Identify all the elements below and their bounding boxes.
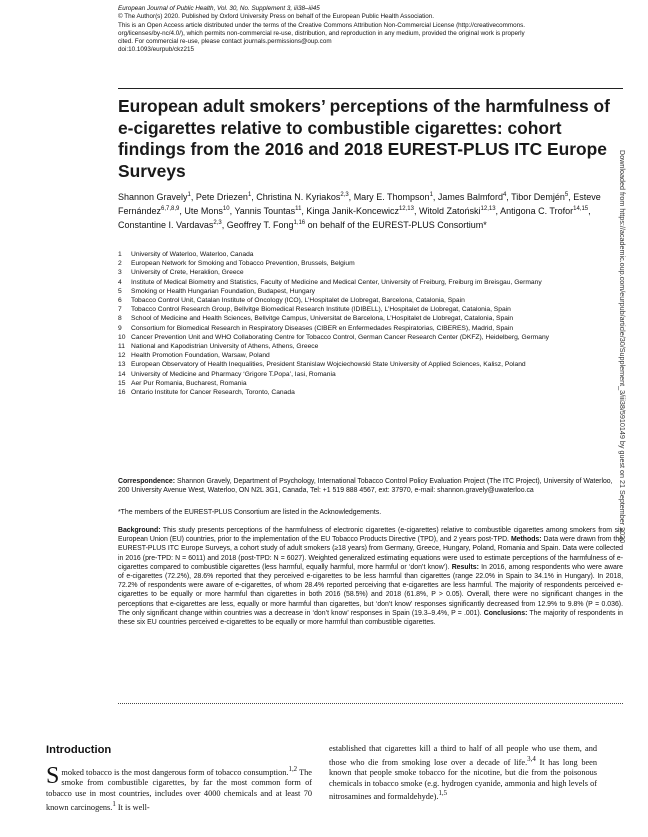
- affiliation-number: 3: [118, 269, 122, 277]
- author-name: Tibor Demjén: [511, 192, 565, 202]
- correspondence: [118, 477, 623, 495]
- abstract: [118, 526, 623, 627]
- author-affiliation-ref: 1: [247, 192, 252, 198]
- journal-header: [118, 5, 618, 55]
- author-separator: ,: [190, 192, 196, 202]
- author-separator: on behalf of the EUREST-PLUS Consortium*: [305, 220, 487, 230]
- author-name: Esteve Fernández: [118, 192, 601, 216]
- affiliation-text: University of Crete, Heraklion, Greece: [131, 269, 244, 277]
- header-divider: [118, 88, 623, 89]
- affiliation-text: Ontario Institute for Cancer Research, Toronto, Canada: [131, 389, 295, 397]
- license-line: This is an Open Access article distributed under the terms of the Creative Commons Attribution Non-Commercial License (http://creativecommons.: [118, 21, 526, 29]
- affiliation-number: 7: [118, 306, 122, 314]
- license-line: cited. For commercial re-use, please contact journals.permissions@oup.com: [118, 38, 332, 46]
- drop-cap: S: [46, 763, 60, 789]
- affiliation-item: [118, 305, 623, 314]
- intro-text: It has long been known that people smoke tobacco for the nicotine, but die from the poisonous chemicals in tobacco smoke (e.g. hydrogen cyanide, ammonia and high levels of nitrosamines and formaldehyde).: [329, 757, 597, 801]
- intro-column-left: [46, 765, 312, 813]
- abstract-background-label: Background:: [118, 527, 161, 534]
- author-separator: ,: [506, 192, 512, 202]
- author-separator: ,: [588, 206, 591, 216]
- affiliation-item: [118, 342, 623, 351]
- journal-citation: European Journal of Public Health, Vol. 30, No. Supplement 3, iii38–iii45: [118, 5, 320, 12]
- affiliation-number: 12: [118, 352, 126, 360]
- abstract-methods: Data were drawn from the EUREST-PLUS ITC Europe Surveys, a cohort study of adult smokers (≥18 years) from Germany, Greece, Hungary, Poland, Romania and Spain. Data were collected in 2016 (pre-TPD: N = 6011) and 2018 (post-TPD: N = 6027). Weighted generalized estimating equations were used to estimate perceptions of the harmfulness of e-cigarettes compared to combustible cigarettes (less harmful, equally harmful, more harmful or ‘don’t know’).: [118, 536, 623, 571]
- abstract-divider: [118, 703, 623, 704]
- affiliation-item: [118, 296, 623, 305]
- affiliation-item: [118, 250, 623, 259]
- author-affiliation-ref: 5: [564, 192, 569, 198]
- affiliation-number: 11: [118, 343, 125, 351]
- affiliation-text: Health Promotion Foundation, Warsaw, Poland: [131, 352, 270, 360]
- affiliation-number: 6: [118, 297, 122, 305]
- affiliation-text: Smoking or Health Hungarian Foundation, Budapest, Hungary: [131, 287, 316, 295]
- author-affiliation-ref: 12,13: [398, 206, 414, 212]
- author-name: Pete Driezen: [195, 192, 248, 202]
- author-affiliation-ref: 12,13: [480, 206, 496, 212]
- author-separator: ,: [432, 192, 438, 202]
- affiliation-number: 15: [118, 379, 126, 387]
- affiliation-number: 8: [118, 315, 122, 323]
- author-name: Christina N. Kyriakos: [256, 192, 341, 202]
- citation-ref[interactable]: 1: [112, 800, 116, 808]
- author-separator: ,: [179, 206, 185, 216]
- affiliation-text: University of Waterloo, Waterloo, Canada: [131, 251, 254, 258]
- affiliation-text: Consortium for Biomedical Research in Respiratory Diseases (CIBER en Enfermedades Respiratorias, CIBERES), Madrid, Spain: [131, 324, 514, 332]
- affiliation-text: Institute of Medical Biometry and Statistics, Faculty of Medicine and Medical Center, University of Freiburg, Freiburg im Breisgau, Germany: [131, 278, 542, 286]
- author-name: Ute Mons: [184, 206, 223, 216]
- author-affiliation-ref: 14,15: [573, 206, 589, 212]
- affiliation-item: [118, 370, 623, 379]
- author-affiliation-ref: 2,3: [340, 192, 349, 198]
- affiliation-number: 5: [118, 287, 122, 295]
- abstract-background: This study presents perceptions of the harmfulness of electronic cigarettes (e-cigarettes) relative to combustible cigarettes among smokers from six European Union (EU) countries, prior to the implementation of the EU Tobacco Products Directive (TPD), and 2 years post-TPD.: [118, 527, 623, 544]
- author-separator: ,: [568, 192, 574, 202]
- correspondence-text: Shannon Gravely, Department of Psychology, International Tobacco Control Policy Evaluation Project (The ITC Project), University of Waterloo, 200 University Avenue West, Waterloo, ON N2L 3G1, Canada, Tel: +1 519 888 4567, ext: 37970, e-mail: shannon.gravely@uwaterloo.ca: [118, 478, 613, 495]
- affiliation-text: University of Medicine and Pharmacy ‘Grigore T.Popa’, Iasi, Romania: [131, 370, 336, 378]
- affiliation-item: [118, 379, 623, 388]
- author-name: Antigona C. Trofor: [500, 206, 574, 216]
- intro-text: It is well-: [115, 802, 150, 812]
- affiliation-item: [118, 388, 623, 397]
- affiliation-number: 16: [118, 389, 126, 397]
- affiliation-text: Tobacco Control Unit, Catalan Institute of Oncology (ICO), L’Hospitalet de Llobregat, Barcelona, Catalonia, Spain: [131, 297, 465, 305]
- citation-ref[interactable]: 1,5: [438, 790, 448, 798]
- author-name: Geoffrey T. Fong: [226, 220, 294, 230]
- author-separator: ,: [301, 206, 307, 216]
- author-separator: ,: [221, 220, 227, 230]
- affiliation-text: European Network for Smoking and Tobacco Prevention, Brussels, Belgium: [131, 260, 355, 268]
- author-affiliation-ref: 11: [295, 206, 302, 212]
- author-affiliation-ref: 10: [222, 206, 230, 212]
- doi-line: doi:10.1093/eurpub/ckz215: [118, 46, 194, 54]
- affiliation-text: School of Medicine and Health Sciences, Bellvitge Campus, Universitat de Barcelona, L’Hospitalet de Llobregat, Catalonia, Spain: [131, 315, 514, 323]
- affiliation-number: 4: [118, 278, 122, 286]
- download-watermark: [618, 150, 638, 770]
- abstract-results: In 2016, among respondents who were aware of e-cigarettes (72.2%), 28.6% reported that they perceived e-cigarettes to be less harmful than cigarettes (range 22.0% in Spain to 34.1% in Hungary). In 2018, 72.2% of respondents were aware of e-cigarettes, of whom 28.4% reported perceiving that e-cigarettes are less harmful. The majority of respondents perceived e-cigarettes to be equally or more harmful than cigarettes in both 2016 (58.5%) and 2018 (61.8%, P > 0.05). Overall, there were no significant changes in the perceptions that e-cigarettes are less, equally or more harmful than cigarettes, but ‘don’t know’ responses significantly decreased from 12.9% to 9.8% (P = 0.036). The only significant change within countries was a decrease in ‘don’t know’ responses in Spain (19.3–9.4%, P = .001).: [118, 563, 623, 617]
- author-affiliation-ref: 1: [429, 192, 433, 198]
- affiliation-item: [118, 314, 623, 323]
- affiliation-item: [118, 259, 623, 268]
- author-name: James Balmford: [437, 192, 503, 202]
- author-affiliation-ref: 1,16: [293, 220, 306, 226]
- abstract-conclusions: The majority of respondents in these six EU countries perceived e-cigarettes to be equally or more harmful than combustible cigarettes.: [118, 609, 623, 627]
- author-separator: ,: [229, 206, 235, 216]
- affiliation-item: [118, 324, 623, 333]
- author-list: [118, 189, 618, 231]
- abstract-methods-label: Methods:: [510, 536, 542, 544]
- affiliation-item: [118, 333, 623, 342]
- affiliation-item: [118, 268, 623, 277]
- affiliation-number: 2: [118, 260, 122, 268]
- affiliation-number: 1: [118, 251, 122, 258]
- consortium-note: *The members of the EUREST-PLUS Consortium are listed in the Acknowledgements.: [118, 509, 382, 516]
- copyright-line: © The Author(s) 2020. Published by Oxford University Press on behalf of the European Public Health Association.: [118, 13, 435, 21]
- affiliation-item: [118, 287, 623, 296]
- affiliation-number: 9: [118, 324, 122, 332]
- author-separator: ,: [413, 206, 419, 216]
- affiliation-item: [118, 351, 623, 360]
- intro-text: established that cigarettes kill a third to half of all people who use them, and those who die from smoking lose over a decade of life.: [329, 744, 597, 767]
- correspondence-label: Correspondence:: [118, 478, 176, 485]
- license-line: org/licenses/by-nc/4.0/), which permits non-commercial re-use, distribution, and reproduction in any medium, provided the original work is properly: [118, 29, 525, 37]
- author-affiliation-ref: 4: [502, 192, 507, 198]
- author-separator: ,: [251, 192, 257, 202]
- author-name: Constantine I. Vardavas: [118, 220, 214, 230]
- affiliation-item: [118, 278, 623, 287]
- affiliation-text: Cancer Prevention Unit and WHO Collaborating Centre for Tobacco Control, German Cancer Research Center (DKFZ), Heidelberg, Germany: [131, 333, 550, 341]
- author-name: Yannis Tountas: [234, 206, 296, 216]
- intro-column-right: [329, 744, 597, 803]
- affiliation-list: [118, 250, 623, 397]
- author-affiliation-ref: 2,3: [213, 220, 222, 226]
- author-name: Kinga Janik-Koncewicz: [306, 206, 399, 216]
- affiliation-text: European Observatory of Health Inequalities, President Stanislaw Wojciechowski State University of Applied Sciences, Kalisz, Poland: [131, 361, 526, 369]
- citation-ref[interactable]: 1,2: [288, 766, 298, 773]
- intro-text: The smoke from combustible cigarettes, by far the most common form of tobacco use in most countries, includes over 4000 chemicals and at least 70 known carcinogens.: [46, 767, 312, 812]
- author-name: Shannon Gravely: [118, 192, 188, 202]
- affiliation-number: 14: [118, 370, 126, 378]
- author-separator: ,: [348, 192, 354, 202]
- author-separator: ,: [495, 206, 501, 216]
- affiliation-text: Tobacco Control Research Group, Bellvitge Biomedical Research Institute (IDIBELL), L’Hospitalet de Llobregat, Catalonia, Spain: [131, 306, 511, 314]
- intro-text: moked tobacco is the most dangerous form of tobacco consumption.: [61, 767, 289, 777]
- article-title: European adult smokers’ perceptions of the harmfulness of e-cigarettes relative to combustible cigarettes: cohort findings from the 2016 and 2018 EUREST-PLUS ITC Europe Surveys: [118, 96, 610, 181]
- affiliation-item: [118, 360, 623, 369]
- section-heading-introduction: Introduction: [46, 744, 112, 756]
- abstract-conclusions-label: Conclusions:: [483, 609, 528, 617]
- download-notice: Downloaded from https://academic.oup.com/eurpub/article/30/Supplement_3/iii38/5910149 by guest on 21 September 2020: [618, 150, 627, 544]
- author-affiliation-ref: 6,7,8,9: [161, 206, 180, 212]
- affiliation-text: Aer Pur Romania, Bucharest, Romania: [131, 379, 247, 387]
- author-name: Mary E. Thompson: [353, 192, 430, 202]
- affiliation-number: 10: [118, 333, 126, 341]
- citation-ref[interactable]: 3,4: [527, 755, 536, 763]
- abstract-results-label: Results:: [451, 563, 479, 571]
- author-affiliation-ref: 1: [187, 192, 191, 198]
- affiliation-text: National and Kapodistrian University of Athens, Athens, Greece: [131, 343, 319, 351]
- affiliation-number: 13: [118, 361, 126, 369]
- author-name: Witold Zatoński: [419, 206, 481, 216]
